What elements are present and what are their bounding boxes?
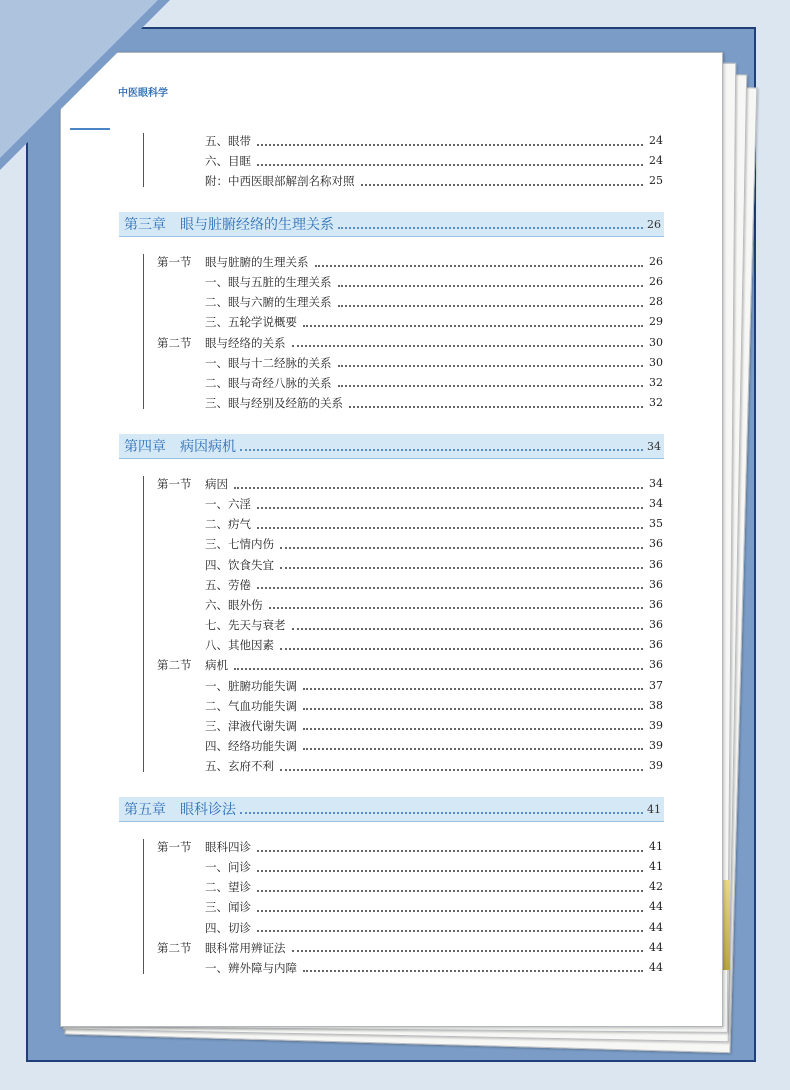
page-number: 38: [649, 698, 663, 712]
toc-subsection-entry: [157, 373, 663, 393]
entry-title: 六、眼外伤: [205, 597, 263, 612]
section-number: 第一节: [157, 840, 192, 854]
section-bracket-line: [143, 839, 144, 974]
page-number: 44: [649, 920, 663, 934]
corner-decoration-inner: [0, 0, 158, 158]
toc-subsection-entry: [157, 494, 663, 514]
page-number: 41: [647, 802, 661, 816]
toc-subsection-entry: [157, 534, 663, 554]
section-number: 第二节: [157, 335, 192, 350]
toc-subsection-entry: [157, 857, 663, 877]
toc-subsection-entry: [157, 595, 663, 615]
dot-leader: [303, 969, 643, 972]
chapter-number: 第四章: [124, 439, 166, 455]
toc-subsection-entry: [157, 312, 663, 332]
page-number: 35: [649, 517, 663, 531]
page-number: 44: [649, 940, 663, 954]
dot-leader: [280, 546, 643, 549]
section-bracket-line: [143, 133, 144, 187]
dot-leader: [292, 627, 644, 630]
chapter-heading: [119, 434, 664, 459]
entry-title: 病因: [205, 477, 228, 491]
toc-subsection-entry: [157, 131, 663, 151]
entry-title: 四、切诊: [205, 920, 251, 935]
dot-leader: [257, 586, 643, 589]
section-bracket-line: [143, 476, 144, 772]
toc-subsection-entry: [157, 716, 663, 736]
toc-subsection-entry: [157, 171, 663, 191]
page-number: 41: [649, 860, 663, 874]
page-number: 29: [649, 315, 663, 329]
toc-section-entry: [157, 474, 663, 494]
page-edge: [722, 880, 730, 970]
page-number: 24: [649, 134, 663, 147]
page-number: 37: [649, 678, 663, 692]
dot-leader: [303, 727, 643, 730]
entry-title: 一、辨外障与内障: [205, 960, 297, 975]
page-number: 32: [649, 375, 663, 389]
entry-title: 六、目眶: [205, 154, 251, 169]
entry-title: 二、气血功能失调: [205, 698, 297, 713]
page-number: 32: [649, 396, 663, 410]
dot-leader: [240, 811, 643, 814]
dot-leader: [338, 384, 644, 387]
toc-subsection-entry: [157, 877, 663, 897]
page-number: 26: [649, 275, 663, 289]
dot-leader: [338, 304, 644, 307]
page-number: 39: [649, 718, 663, 732]
toc-subsection-entry: [157, 514, 663, 534]
entry-title: 七、先天与衰老: [205, 618, 286, 633]
entry-title: 五、眼带: [205, 134, 251, 148]
dot-leader: [269, 606, 644, 609]
toc-subsection-entry: [157, 918, 663, 938]
toc-subsection-entry: [157, 151, 663, 171]
dot-leader: [361, 183, 644, 186]
entry-title: 眼科四诊: [205, 840, 251, 854]
entry-title: 眼与经络的关系: [205, 335, 286, 350]
dot-leader: [338, 284, 644, 287]
toc-subsection-entry: [157, 958, 663, 978]
toc-subsection-entry: [157, 272, 663, 292]
entry-title: 四、经络功能失调: [205, 738, 297, 753]
page-number: 26: [647, 217, 661, 231]
chapter-title: 病因病机: [180, 439, 236, 455]
page-number: 39: [649, 759, 663, 773]
page-number: 34: [647, 439, 661, 453]
entry-title: 五、玄府不利: [205, 759, 274, 774]
section-number: 第一节: [157, 477, 192, 491]
entry-title: 八、其他因素: [205, 638, 274, 653]
page-number: 26: [649, 255, 663, 268]
dot-leader: [257, 143, 643, 146]
dot-leader: [257, 929, 643, 932]
page-number: 36: [649, 597, 663, 611]
entry-title: 一、问诊: [205, 860, 251, 875]
chapter-number: 第五章: [124, 802, 166, 818]
entry-title: 二、望诊: [205, 880, 251, 895]
section-number: 第二节: [157, 658, 192, 673]
page-number: 36: [649, 537, 663, 551]
page-number: 36: [649, 557, 663, 571]
page-number: 30: [649, 335, 663, 349]
dot-leader: [234, 486, 643, 489]
dot-leader: [280, 768, 643, 771]
dot-leader: [234, 667, 643, 670]
entry-title: 病机: [205, 658, 228, 673]
header-rule: [70, 128, 110, 130]
page-number: 36: [649, 658, 663, 672]
dot-leader: [257, 526, 643, 529]
toc-subsection-entry: [157, 696, 663, 716]
page-number: 36: [649, 577, 663, 591]
entry-title: 一、六淫: [205, 497, 251, 512]
chapter-heading: [119, 212, 664, 237]
page-number: 44: [649, 960, 663, 974]
entry-title: 三、津液代谢失调: [205, 718, 297, 733]
dot-leader: [292, 344, 644, 347]
page-number: 30: [649, 355, 663, 369]
dot-leader: [257, 849, 643, 852]
toc-subsection-entry: [157, 897, 663, 917]
entry-title: 一、脏腑功能失调: [205, 678, 297, 693]
dot-leader: [257, 506, 643, 509]
section-number: 第一节: [157, 255, 192, 269]
toc-subsection-entry: [157, 615, 663, 635]
entry-title: 三、五轮学说概要: [205, 315, 297, 330]
toc-subsection-entry: [157, 575, 663, 595]
toc-subsection-entry: [157, 555, 663, 575]
toc-subsection-entry: [157, 635, 663, 655]
section-bracket-line: [143, 254, 144, 409]
dot-leader: [257, 869, 643, 872]
dot-leader: [315, 264, 644, 267]
entry-title: 三、七情内伤: [205, 537, 274, 552]
entry-title: 三、眼与经别及经筋的关系: [205, 396, 343, 411]
page-number: 42: [649, 880, 663, 894]
dot-leader: [257, 163, 643, 166]
dot-leader: [240, 448, 643, 451]
dot-leader: [303, 687, 643, 690]
dot-leader: [303, 707, 643, 710]
toc-subsection-entry: [157, 736, 663, 756]
toc-section-entry: [157, 837, 663, 857]
dot-leader: [349, 405, 643, 408]
entry-title: 一、眼与五脏的生理关系: [205, 275, 332, 290]
toc-subsection-entry: [157, 756, 663, 776]
dot-leader: [338, 226, 643, 229]
page-number: 28: [649, 295, 663, 309]
entry-title: 一、眼与十二经脉的关系: [205, 355, 332, 370]
page-number: 34: [649, 497, 663, 511]
toc-section-entry: [157, 333, 663, 353]
page-number: 34: [649, 477, 663, 490]
toc-section-entry: [157, 655, 663, 675]
toc-subsection-entry: [157, 353, 663, 373]
dot-leader: [292, 949, 644, 952]
page-number: 44: [649, 900, 663, 914]
entry-title: 眼与脏腑的生理关系: [205, 255, 309, 269]
chapter-number: 第三章: [124, 217, 166, 233]
page-number: 39: [649, 738, 663, 752]
entry-title: 附：中西医眼部解剖名称对照: [205, 174, 355, 189]
running-title: 中医眼科学: [118, 88, 168, 99]
section-number: 第二节: [157, 940, 192, 955]
entry-title: 五、劳倦: [205, 577, 251, 592]
chapter-title: 眼科诊法: [180, 802, 236, 818]
dot-leader: [303, 324, 643, 327]
entry-title: 四、饮食失宜: [205, 557, 274, 572]
page-number: 41: [649, 840, 663, 853]
dot-leader: [280, 647, 643, 650]
chapter-heading: [119, 797, 664, 822]
entry-title: 三、闻诊: [205, 900, 251, 915]
page-number: 36: [649, 618, 663, 632]
page-number: 25: [649, 174, 663, 188]
dot-leader: [303, 747, 643, 750]
page-number: 24: [649, 154, 663, 168]
chapter-title: 眼与脏腑经络的生理关系: [180, 217, 334, 233]
toc-section-entry: [157, 938, 663, 958]
entry-title: 二、疠气: [205, 517, 251, 532]
toc-section-entry: [157, 252, 663, 272]
dot-leader: [257, 889, 643, 892]
entry-title: 二、眼与奇经八脉的关系: [205, 375, 332, 390]
dot-leader: [338, 364, 644, 367]
dot-leader: [257, 909, 643, 912]
toc-subsection-entry: [157, 292, 663, 312]
dot-leader: [280, 566, 643, 569]
toc-subsection-entry: [157, 676, 663, 696]
page-number: 36: [649, 638, 663, 652]
entry-title: 眼科常用辨证法: [205, 940, 286, 955]
toc-subsection-entry: [157, 393, 663, 413]
entry-title: 二、眼与六腑的生理关系: [205, 295, 332, 310]
